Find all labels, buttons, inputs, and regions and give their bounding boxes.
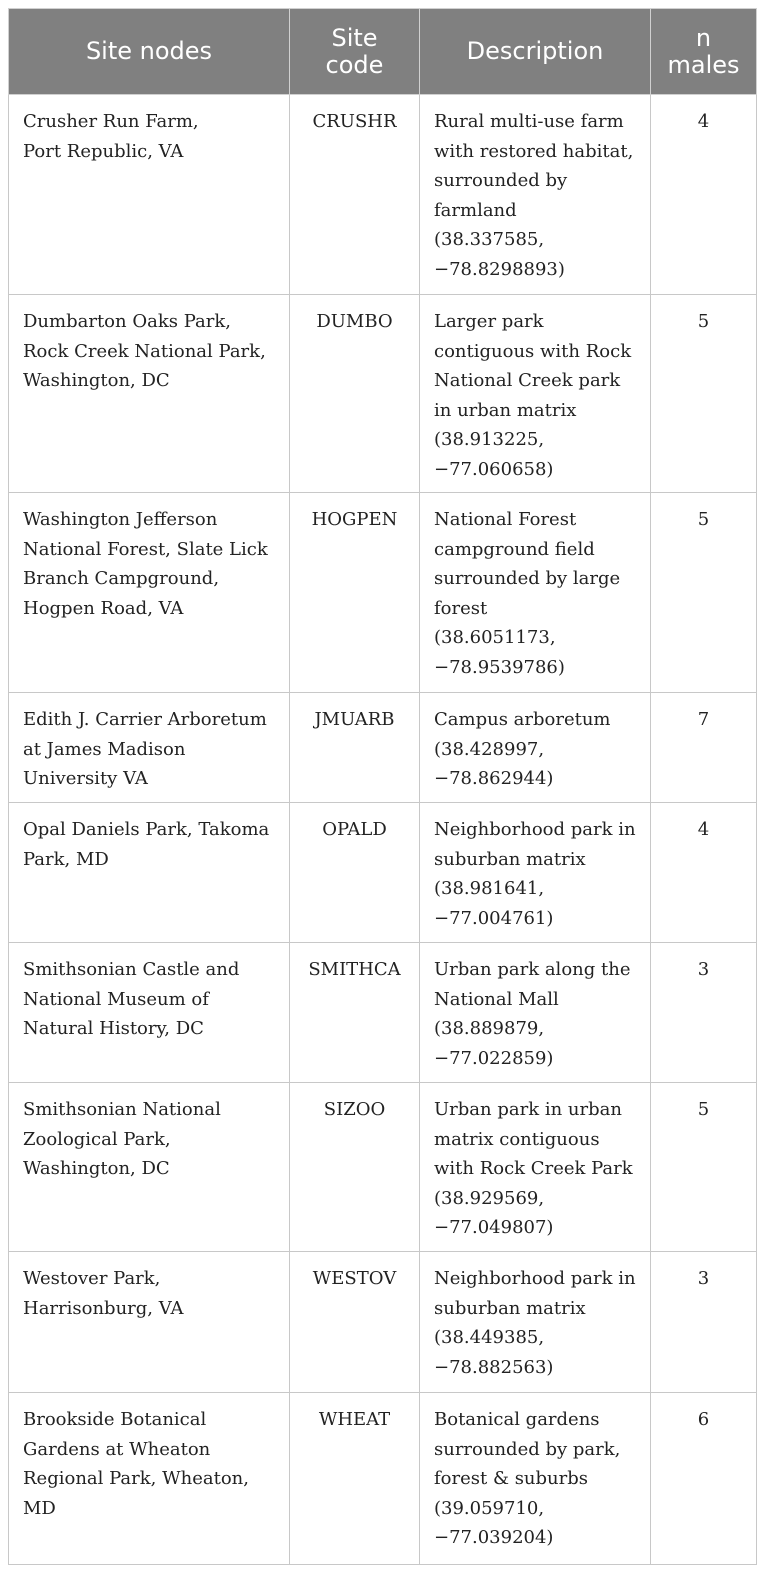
cell-site-code [290,943,420,1083]
site-code-text: HOGPEN [311,509,398,530]
site-node-line: Crusher Run Farm, [23,111,199,132]
site-code-text: WHEAT [318,1409,391,1430]
site-node-line: Zoological Park, [23,1128,171,1150]
cell-description [420,1393,651,1565]
n-males-value: 3 [697,1268,710,1289]
description-line: forest & suburbs [434,1468,589,1489]
cell-site-node [9,1252,290,1393]
n-males-value: 5 [697,311,710,332]
description-line: (38.6051173, [434,627,556,648]
header-site-nodes [9,9,290,95]
site-code-text: OPALD [322,819,387,840]
site-node-line: Dumbarton Oaks Park, [23,311,231,332]
cell-description [420,1252,651,1393]
header-n-males-line-1: n [695,23,712,52]
description-line: National Creek park [434,370,621,391]
n-males-value: 5 [697,509,710,530]
table-row [9,1393,757,1565]
description-line: in urban matrix [434,399,577,421]
site-node-line: Branch Campground, [23,568,220,589]
site-code-text: DUMBO [316,311,393,332]
site-nodes-table [8,8,757,1565]
site-node-line: Rock Creek National Park, [23,340,266,362]
site-node-line: Brookside Botanical [23,1409,207,1430]
description-line: suburban matrix [434,848,586,870]
description-line: (38.428997, [434,738,545,760]
cell-description [420,95,651,295]
description-line: −77.022859) [434,1047,554,1069]
cell-n-males [651,493,757,693]
cell-site-node [9,803,290,943]
description-line: with Rock Creek Park [434,1158,633,1179]
description-line: (39.059710, [434,1497,545,1519]
description-line: Neighborhood park in [434,819,636,840]
description-line: (38.889879, [434,1018,545,1039]
description-line: −77.060658) [434,458,554,480]
cell-site-code [290,295,420,493]
site-node-line: Smithsonian National [23,1099,221,1120]
description-line: −78.9539786) [434,656,565,678]
table-row [9,493,757,693]
cell-description [420,493,651,693]
description-line: (38.929569, [434,1187,545,1209]
cell-n-males [651,693,757,803]
description-line: farmland [434,199,517,221]
table-body [9,95,757,1565]
description-line: Botanical gardens [434,1409,600,1430]
table-row [9,95,757,295]
site-node-line: Opal Daniels Park, Takoma [23,819,270,840]
description-line: campground field [434,538,595,560]
n-males-value: 4 [697,111,710,132]
n-males-value: 4 [697,819,710,840]
site-code-text: SIZOO [323,1099,386,1120]
site-code-text: CRUSHR [312,111,397,132]
cell-site-node [9,1393,290,1565]
table-row [9,803,757,943]
header-site-code-line-2: code [325,50,384,79]
site-node-line: Harrisonburg, VA [23,1297,184,1319]
description-line: with restored habitat, [434,140,634,162]
description-line: Larger park [434,311,544,332]
header-site-nodes-label: Site nodes [85,37,213,65]
cell-site-code [290,95,420,295]
cell-site-node [9,943,290,1083]
description-line: −78.862944) [434,768,554,789]
site-node-line: National Forest, Slate Lick [23,538,268,560]
n-males-value: 5 [697,1099,710,1120]
site-node-line: Park, MD [23,848,109,870]
header-n-males-line-2: males [667,50,740,79]
cell-site-code [290,493,420,693]
cell-description [420,803,651,943]
site-node-line: at James Madison [23,738,186,760]
cell-site-node [9,1083,290,1252]
description-line: (38.449385, [434,1327,545,1348]
description-line: National Mall [434,988,559,1010]
site-node-line: Edith J. Carrier Arboretum [23,709,267,730]
cell-site-code [290,1252,420,1393]
table-row [9,295,757,493]
site-code-text: WESTOV [312,1268,397,1289]
cell-site-code [290,1393,420,1565]
description-line: Rural multi-use farm [434,111,624,132]
description-line: −77.039204) [434,1527,554,1548]
cell-n-males [651,295,757,493]
site-node-line: Washington, DC [23,370,170,391]
description-line: forest [434,597,488,619]
header-description-label: Description [466,37,604,65]
header-site-code [290,9,420,95]
cell-site-node [9,95,290,295]
description-line: surrounded by [434,170,568,191]
description-line: Urban park along the [434,959,631,980]
description-line: (38.981641, [434,878,545,899]
cell-site-code [290,803,420,943]
description-line: −78.882563) [434,1356,554,1378]
site-node-line: University VA [23,768,148,789]
cell-site-node [9,295,290,493]
description-line: −78.8298893) [434,258,565,280]
description-line: matrix contiguous [434,1128,600,1150]
description-line: surrounded by large [434,568,621,589]
table-header-row [9,9,757,95]
table-row [9,943,757,1083]
cell-description [420,943,651,1083]
cell-description [420,1083,651,1252]
cell-n-males [651,95,757,295]
cell-n-males [651,1252,757,1393]
site-code-text: JMUARB [314,709,395,730]
description-line: −77.049807) [434,1217,554,1238]
site-node-line: Smithsonian Castle and [23,959,240,980]
site-node-line: Natural History, DC [23,1018,204,1039]
n-males-value: 7 [697,709,710,730]
n-males-value: 6 [697,1409,710,1430]
site-node-line: MD [23,1497,56,1519]
site-node-line: Washington Jefferson [23,509,218,530]
description-line: suburban matrix [434,1297,586,1319]
description-line: (38.913225, [434,429,545,450]
site-node-line: Westover Park, [23,1268,161,1289]
header-description [420,9,651,95]
cell-n-males [651,1083,757,1252]
site-node-line: Washington, DC [23,1158,170,1179]
cell-n-males [651,1393,757,1565]
site-code-text: SMITHCA [308,959,401,980]
header-n-males [651,9,757,95]
cell-description [420,295,651,493]
site-node-line: Hogpen Road, VA [23,597,184,619]
description-line: (38.337585, [434,229,545,250]
cell-site-node [9,693,290,803]
description-line: Urban park in urban [434,1099,622,1120]
description-line: contiguous with Rock [434,340,632,362]
table-row [9,693,757,803]
cell-n-males [651,943,757,1083]
description-line: −77.004761) [434,907,554,929]
description-line: surrounded by park, [434,1438,621,1460]
description-line: Campus arboretum [434,709,611,730]
header-site-code-line-1: Site [331,23,378,52]
cell-site-code [290,1083,420,1252]
cell-n-males [651,803,757,943]
site-node-line: National Museum of [23,988,209,1010]
description-line: National Forest [434,509,577,530]
table-row [9,1252,757,1393]
n-males-value: 3 [697,959,710,980]
cell-site-node [9,493,290,693]
description-line: Neighborhood park in [434,1268,636,1289]
site-node-line: Gardens at Wheaton [23,1438,211,1460]
cell-site-code [290,693,420,803]
site-node-line: Regional Park, Wheaton, [23,1468,249,1489]
table-row [9,1083,757,1252]
cell-description [420,693,651,803]
site-node-line: Port Republic, VA [23,140,184,162]
